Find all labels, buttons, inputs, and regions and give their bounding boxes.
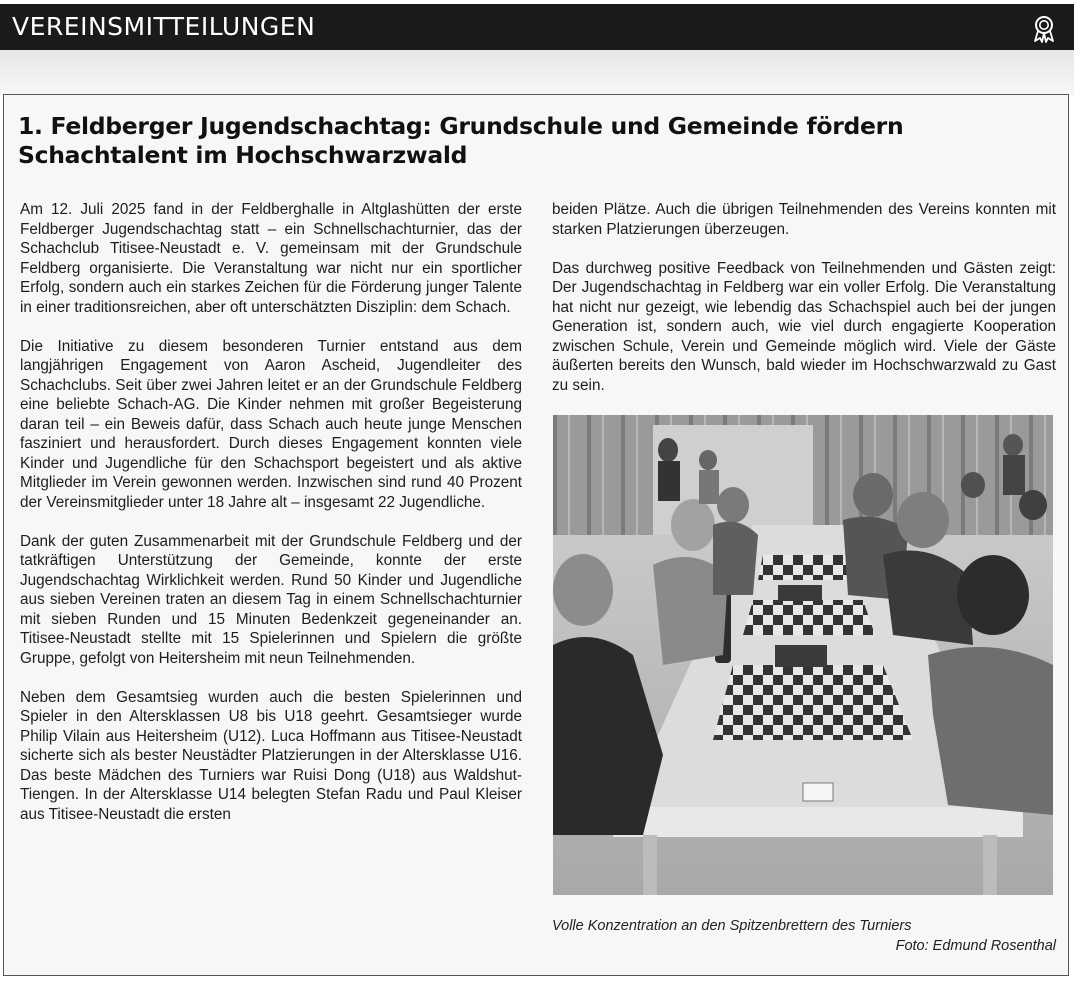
photo-caption-block <box>552 916 1056 956</box>
article-paragraph: Neben dem Gesamtsieg wurden auch die besten Spielerinnen und Spieler in den Altersklassen U8 bis U18 geehrt. Gesamtsieger wurde Philip Vilain aus Heitersheim (U12). Luca Hoffmann aus Titisee-Neustadt sicherte sich als bester Neustädter Platzierungen in der Altersklasse U16. Das beste Mädchen des Turniers war Ruisi Dong (U18) aus Waldshut-Tiengen. In der Altersklasse U14 belegten Stefan Radu und Paul Kleiser aus Titisee-Neustadt die ersten <box>20 688 522 823</box>
photo-caption: Volle Konzentration an den Spitzenbrettern des Turniers <box>552 918 912 934</box>
article-column-right <box>552 200 1056 395</box>
photo-credit: Foto: Edmund Rosenthal <box>895 938 1056 954</box>
article-paragraph: Das durchweg positive Feedback von Teilnehmenden und Gästen zeigt: Der Jugendschachtag in Feldberg war ein voller Erfolg. Die Veranstaltung hat nicht nur gezeigt, wie lebendig das Schachspiel auch bei der jungen Generation ist, sondern auch, wie viel durch engagierte Kooperation zwischen Schule, Verein und Gemeinde möglich wird. Viele der Gäste äußerten bereits den Wunsch, bald wieder im Hochschwarzwald zu Gast zu sein. <box>552 259 1056 394</box>
chess-tournament-photo <box>553 415 1053 895</box>
article-headline: 1. Feldberger Jugendschachtag: Grundschule und Gemeinde fördern Schachtalent im Hochschwarzwald <box>18 112 904 169</box>
header-shadow <box>0 50 1074 95</box>
award-ribbon-icon <box>1032 15 1056 43</box>
article-paragraph: Die Initiative zu diesem besonderen Turnier entstand aus dem langjährigen Engagement von Aaron Ascheid, Jugendleiter des Schachclubs. Seit über zwei Jahren leitet er an der Grundschule Feldberg eine beliebte Schach-AG. Die Kinder nehmen mit großer Begeisterung daran teil – ein Beweis dafür, dass Schach auch heute junge Menschen fasziniert und herausfordert. Durch dieses Engagement konnten viele Kinder und Jugendliche für den Schachsport begeistert und als aktive Mitglieder im Verein gewonnen werden. Inzwischen sind rund 40 Prozent der Vereinsmitglieder unter 18 Jahre alt – insgesamt 22 Jugendliche. <box>20 337 522 511</box>
article-paragraph: Am 12. Juli 2025 fand in der Feldberghalle in Altglashütten der erste Feldberger Jugendschachtag statt – ein Schnellschachturnier, das der Schachclub Titisee-Neustadt e. V. gemeinsam mit der Grundschule Feldberg organisierte. Die Veranstaltung war nicht nur ein sportlicher Erfolg, sondern auch ein starkes Zeichen für die Förderung junger Talente in einer traditionsreichen, aber oft unterschätzten Disziplin: dem Schach. <box>20 201 522 316</box>
article-paragraph: beiden Plätze. Auch die übrigen Teilnehmenden des Vereins konnten mit starken Platzierungen überzeugen. <box>552 201 1056 238</box>
section-title: VEREINSMITTEILUNGEN <box>12 12 316 41</box>
article-column-left <box>20 200 522 824</box>
section-header-bar <box>0 4 1074 50</box>
article-paragraph: Dank der guten Zusammenarbeit mit der Grundschule Feldberg und der tatkräftigen Unterstützung der Gemeinde, konnte der erste Jugendschachtag Wirklichkeit werden. Rund 50 Kinder und Jugendliche aus sieben Vereinen traten an diesem Tag in einem Schnellschachturnier mit sieben Runden und 15 Minuten Bedenkzeit gegeneinander an. Titisee-Neustadt stellte mit 15 Spielerinnen und Spielern die größte Gruppe, gefolgt von Heitersheim mit neun Teilnehmenden. <box>20 532 522 667</box>
